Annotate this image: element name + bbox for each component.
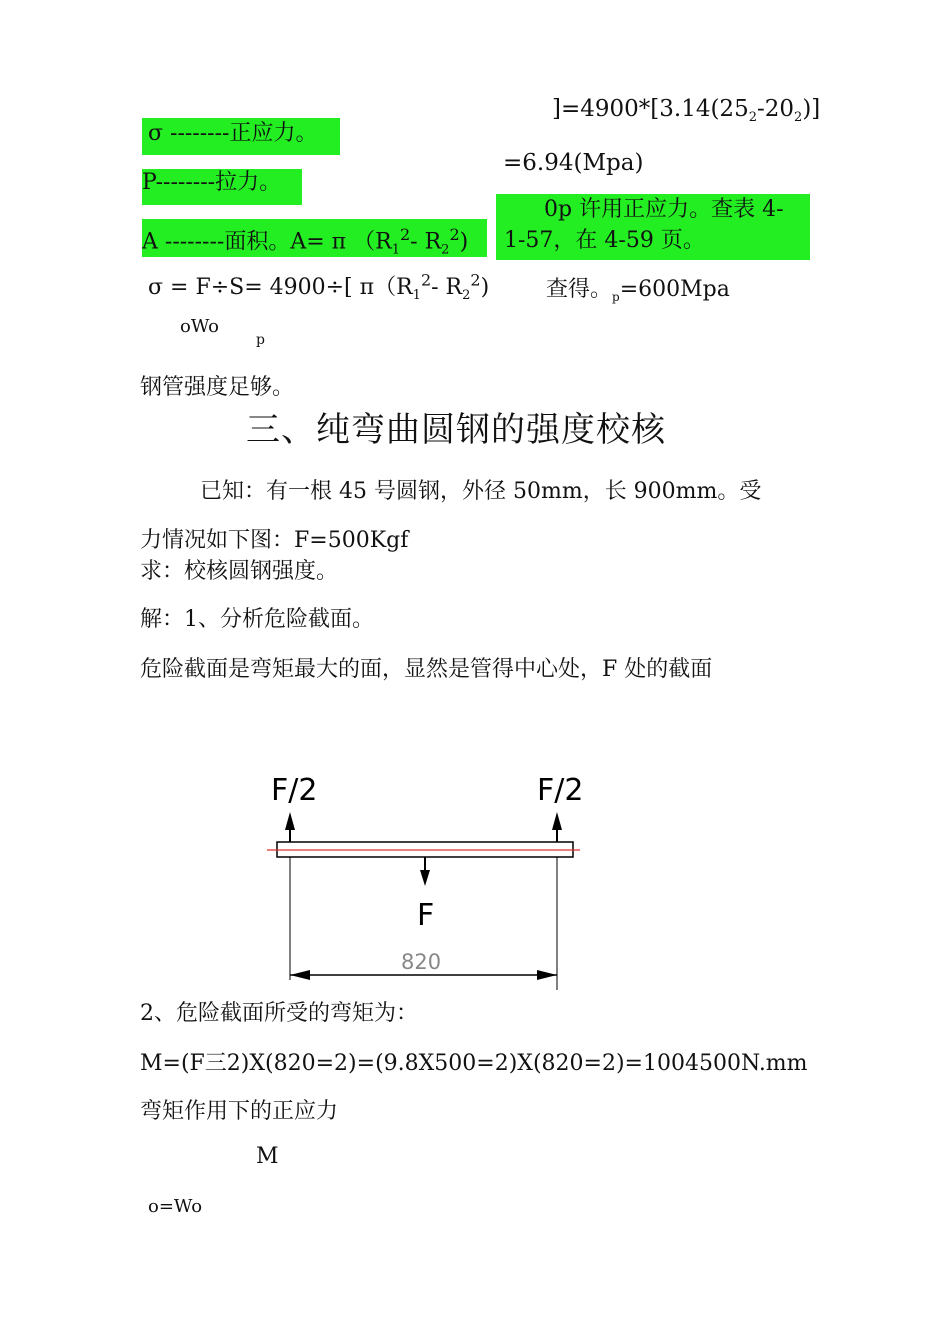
- allowable-stress-note: 0p 许用正应力。查表 4- 1-57，在 4-59 页。: [496, 194, 810, 260]
- stress-label: 弯矩作用下的正应力: [140, 1099, 339, 1124]
- given-line-2: 力情况如下图：F=500Kgf: [140, 528, 409, 553]
- moment-equation: M=(F三2)X(820=2)=(9.8X500=2)X(820=2)=1004500N.mm: [140, 1051, 808, 1076]
- center-force-label: F: [417, 898, 435, 933]
- section-title: 三、纯弯曲圆钢的强度校核: [246, 410, 666, 450]
- conclusion: 钢管强度足够。: [140, 375, 295, 400]
- p-subscript: p: [256, 332, 265, 348]
- p-definition: P--------拉力。: [142, 169, 302, 205]
- stress-calc-line: ]$=4900*[3.14(25_2-20_2)]$: [552, 96, 821, 125]
- solution-step-1: 解：1、分析危险截面。: [140, 607, 374, 632]
- center-arrow-head: [420, 870, 430, 886]
- sigma-definition: σ --------正应力。: [142, 118, 340, 155]
- lookup-result: 查得。$_p$=600Mpa: [546, 277, 730, 304]
- fraction-numerator: M: [256, 1144, 279, 1169]
- given-line-1: 已知：有一根 45 号圆钢，外径 50mm，长 900mm。受: [200, 479, 762, 504]
- ow-ratio: oWo: [180, 316, 219, 337]
- dimension-arrow-right: [537, 970, 557, 980]
- area-definition: A --------面积。A= π （$R_1^2-$ $R_2^2$): [142, 219, 487, 257]
- beam-diagram: [255, 760, 600, 995]
- solution-step-2: 2、危险截面所受的弯矩为：: [140, 1001, 418, 1026]
- dimension-arrow-left: [290, 970, 310, 980]
- question: 求：校核圆钢强度。: [140, 559, 339, 584]
- left-force-label: F/2: [271, 773, 318, 808]
- step-1-explanation: 危险截面是弯矩最大的面，显然是管得中心处，F 处的截面: [140, 657, 713, 682]
- right-arrow-head: [552, 812, 562, 830]
- dimension-label: 820: [401, 950, 442, 974]
- stress-result: =6.94(Mpa): [503, 150, 644, 176]
- right-force-label: F/2: [537, 773, 584, 808]
- stress-formula-bottom: o=Wo: [148, 1196, 203, 1217]
- left-arrow-head: [285, 812, 295, 830]
- stress-formula: σ = F÷S= 4900÷[ $\pi(R_1^2-$ $R_2^2$): [148, 270, 490, 303]
